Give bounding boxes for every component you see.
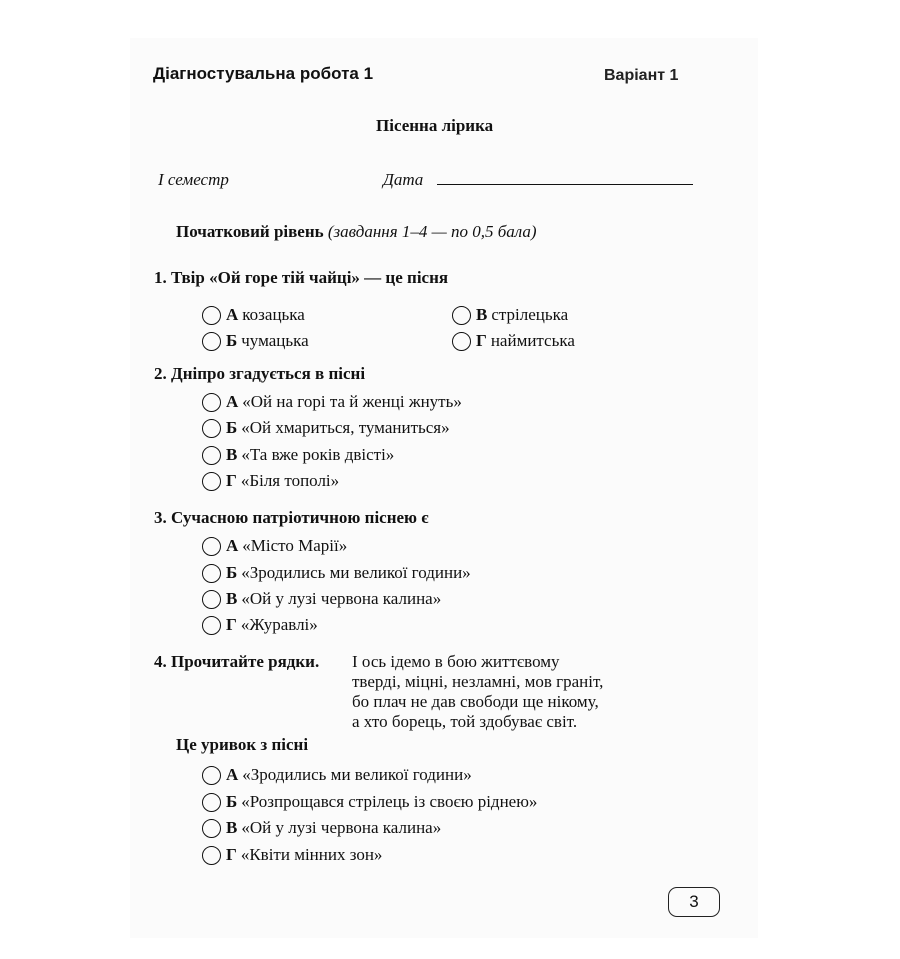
answer-circle[interactable] (452, 332, 471, 351)
level-heading (176, 222, 537, 242)
q3-option-h[interactable]: Г «Журавлі» (202, 615, 318, 635)
question-4-prompt: Це уривок з пісні (176, 735, 309, 754)
work-title: Діагностувальна робота 1 (153, 64, 374, 83)
answer-circle[interactable] (202, 446, 221, 465)
page-number: 3 (668, 887, 720, 917)
answer-circle[interactable] (202, 590, 221, 609)
level-note: (завдання 1–4 — по 0,5 бала) (327, 222, 537, 241)
q3-option-v[interactable]: В «Ой у лузі червона калина» (202, 589, 441, 609)
q4-option-b[interactable]: Б «Розпрощався стрілець із своєю ріднею» (202, 792, 537, 812)
q2-option-v[interactable]: В «Та вже років двісті» (202, 445, 394, 465)
q4-option-h[interactable]: Г «Квіти мінних зон» (202, 845, 382, 865)
date-label: Дата (383, 170, 424, 189)
answer-circle[interactable] (202, 564, 221, 583)
q2-option-h[interactable]: Г «Біля тополі» (202, 471, 339, 491)
answer-circle[interactable] (202, 819, 221, 838)
answer-circle[interactable] (202, 537, 221, 556)
answer-circle[interactable] (202, 472, 221, 491)
poem-line: а хто борець, той здобуває світ. (352, 712, 578, 731)
question-4: 4. Прочитайте рядки. (154, 652, 320, 671)
answer-circle[interactable] (452, 306, 471, 325)
question-3: 3. Сучасною патріотичною піснею є (154, 508, 429, 527)
answer-circle[interactable] (202, 393, 221, 412)
date-field[interactable] (437, 184, 693, 185)
q1-option-b[interactable]: Б чумацька (202, 331, 309, 351)
q1-option-h[interactable]: Г наймитська (452, 331, 575, 351)
q2-option-a[interactable]: А «Ой на горі та й женці жнуть» (202, 392, 462, 412)
poem-line: тверді, міцні, незламні, мов граніт, (352, 672, 604, 691)
answer-circle[interactable] (202, 846, 221, 865)
topic-title: Пісенна лірика (376, 116, 494, 135)
question-1: 1. Твір «Ой горе тій чайці» — це пісня (154, 268, 449, 287)
q2-option-b[interactable]: Б «Ой хмариться, туманиться» (202, 418, 450, 438)
answer-circle[interactable] (202, 616, 221, 635)
q3-option-a[interactable]: А «Місто Марії» (202, 536, 347, 556)
answer-circle[interactable] (202, 306, 221, 325)
poem-line: бо плач не дав свободи ще нікому, (352, 692, 599, 711)
poem-excerpt (352, 652, 603, 732)
level-name: Початковий рівень (176, 222, 324, 241)
q4-option-a[interactable]: А «Зродились ми великої години» (202, 765, 472, 785)
q3-option-b[interactable]: Б «Зродились ми великої години» (202, 563, 471, 583)
poem-line: І ось ідемо в бою життєвому (352, 652, 560, 671)
question-2: 2. Дніпро згадується в пісні (154, 364, 366, 383)
answer-circle[interactable] (202, 332, 221, 351)
q1-option-a[interactable]: А козацька (202, 305, 305, 325)
q4-option-v[interactable]: В «Ой у лузі червона калина» (202, 818, 441, 838)
answer-circle[interactable] (202, 766, 221, 785)
semester-label: І семестр (158, 170, 229, 189)
variant-label: Варіант 1 (604, 67, 679, 84)
q1-option-v[interactable]: В стрілецька (452, 305, 568, 325)
answer-circle[interactable] (202, 793, 221, 812)
answer-circle[interactable] (202, 419, 221, 438)
